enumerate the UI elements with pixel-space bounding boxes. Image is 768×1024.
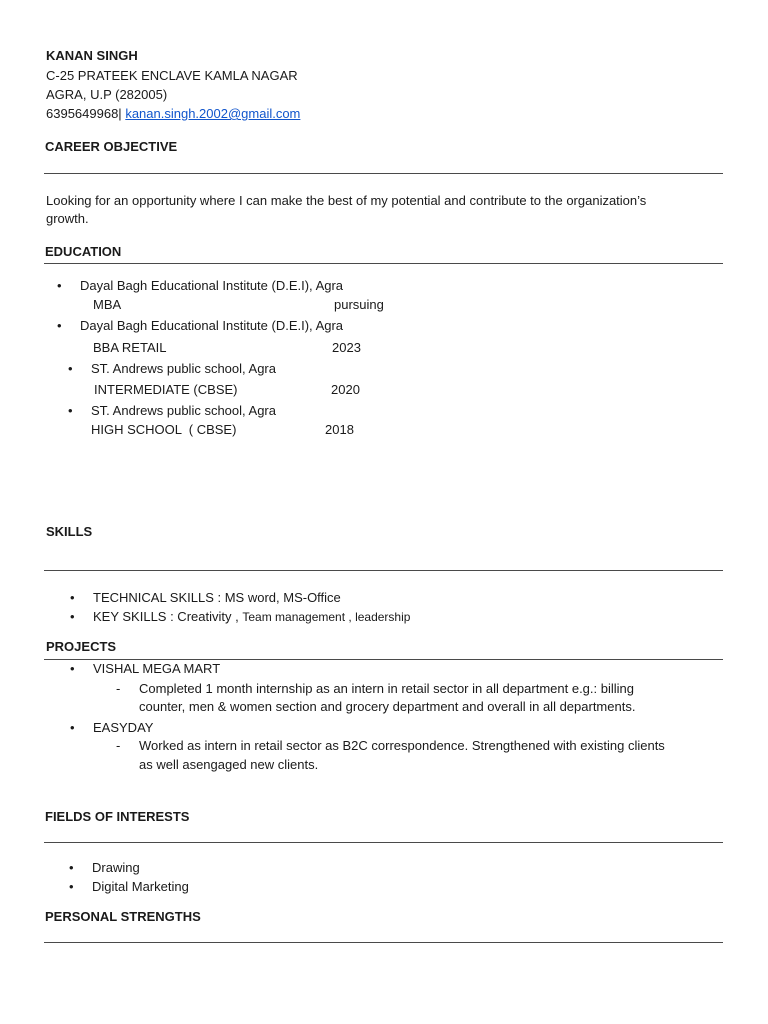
education-year: pursuing: [334, 297, 384, 312]
key-skills: [93, 609, 410, 625]
bullet-icon: •: [70, 661, 75, 676]
phone-number: 6395649968|: [46, 106, 122, 121]
key-skills-rest: Team management , leadership: [242, 610, 411, 624]
bullet-icon: •: [70, 720, 75, 735]
section-divider: [44, 173, 723, 174]
project-title: VISHAL MEGA MART: [93, 661, 221, 676]
section-heading-skills: SKILLS: [46, 524, 93, 539]
dash-icon: -: [116, 738, 121, 753]
interest-item: Drawing: [92, 860, 140, 875]
education-course: HIGH SCHOOL ( CBSE): [91, 422, 237, 437]
project-detail-line-1: Worked as intern in retail sector as B2C correspondence. Strengthened with existing clients: [139, 738, 665, 753]
section-divider: [44, 659, 723, 660]
bullet-icon: •: [57, 278, 62, 293]
section-divider: [44, 263, 723, 264]
education-institute: Dayal Bagh Educational Institute (D.E.I), Agra: [80, 278, 344, 293]
education-year: 2023: [332, 340, 361, 355]
education-course: MBA: [93, 297, 122, 312]
technical-skills: TECHNICAL SKILLS : MS word, MS-Office: [93, 590, 341, 605]
section-heading-personal-strengths: PERSONAL STRENGTHS: [45, 909, 201, 924]
education-year: 2020: [331, 382, 360, 397]
objective-text-line-1: Looking for an opportunity where I can make the best of my potential and contribute to the organization’s: [46, 193, 647, 208]
education-course: BBA RETAIL: [93, 340, 167, 355]
bullet-icon: •: [69, 879, 74, 894]
bullet-icon: •: [57, 318, 62, 333]
bullet-icon: •: [68, 403, 73, 418]
section-heading-career-objective: CAREER OBJECTIVE: [45, 139, 178, 154]
candidate-name: KANAN SINGH: [46, 48, 138, 63]
bullet-icon: •: [70, 590, 75, 605]
section-divider: [44, 842, 723, 843]
section-heading-projects: PROJECTS: [46, 639, 117, 654]
dash-icon: -: [116, 681, 121, 696]
objective-text-line-2: growth.: [46, 211, 89, 226]
contact-line: [46, 106, 300, 122]
bullet-icon: •: [68, 361, 73, 376]
project-detail-line-2: as well asengaged new clients.: [139, 757, 319, 772]
email-link[interactable]: kanan.singh.2002@gmail.com: [125, 106, 301, 121]
project-detail-line-2: counter, men & women section and grocery department and overall in all departments.: [139, 699, 636, 714]
section-heading-interests: FIELDS OF INTERESTS: [45, 809, 190, 824]
interest-item: Digital Marketing: [92, 879, 189, 894]
bullet-icon: •: [70, 609, 75, 624]
education-institute: ST. Andrews public school, Agra: [91, 361, 276, 376]
section-heading-education: EDUCATION: [45, 244, 122, 259]
education-institute: Dayal Bagh Educational Institute (D.E.I), Agra: [80, 318, 344, 333]
section-divider: [44, 570, 723, 571]
bullet-icon: •: [69, 860, 74, 875]
education-year: 2018: [325, 422, 354, 437]
address-line-1: C-25 PRATEEK ENCLAVE KAMLA NAGAR: [46, 68, 298, 83]
section-divider: [44, 942, 723, 943]
project-title: EASYDAY: [93, 720, 154, 735]
education-course: INTERMEDIATE (CBSE): [94, 382, 238, 397]
project-detail-line-1: Completed 1 month internship as an intern in retail sector in all department e.g.: billing: [139, 681, 634, 696]
key-skills-prefix: KEY SKILLS : Creativity ,: [93, 609, 239, 624]
address-line-2: AGRA, U.P (282005): [46, 87, 168, 102]
education-institute: ST. Andrews public school, Agra: [91, 403, 276, 418]
